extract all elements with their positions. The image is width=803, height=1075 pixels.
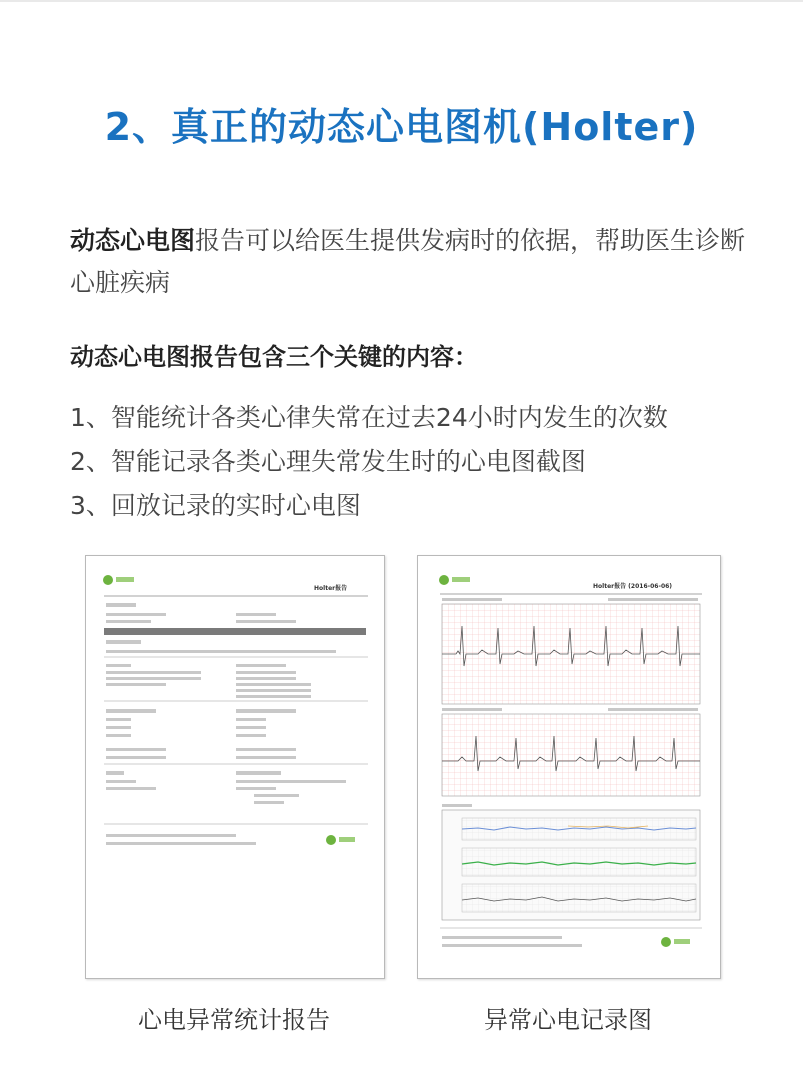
key-content-heading: 动态心电图报告包含三个关键的内容：	[70, 343, 478, 371]
key-points-list	[70, 396, 770, 528]
report1-title: Holter报告	[314, 585, 348, 592]
ecg-record-image	[417, 555, 721, 979]
list-item: 2、智能记录各类心理失常发生时的心电图截图	[70, 447, 586, 476]
page-title: 2、真正的动态心电图机(Holter)	[104, 105, 699, 149]
list-item: 1、智能统计各类心律失常在过去24小时内发生的次数	[70, 403, 668, 432]
brand-logo-icon	[103, 575, 113, 585]
brand-logo-icon	[439, 575, 449, 585]
brand-logo-icon	[326, 835, 336, 845]
ecg-record-caption: 异常心电记录图	[484, 1006, 652, 1034]
statistics-report-caption: 心电异常统计报告	[138, 1006, 330, 1034]
statistics-report-drawing	[86, 556, 384, 978]
report2-title: Holter报告 (2016-06-06)	[593, 583, 673, 590]
list-item: 3、回放记录的实时心电图	[70, 491, 361, 520]
intro-highlight: 动态心电图	[70, 226, 196, 255]
ecg-strip-1	[442, 604, 700, 704]
statistics-report-image	[85, 555, 385, 979]
intro-text: 报告可以给医生提供发病时的依据，帮助医生诊断心脏疾病	[70, 226, 746, 297]
ecg-record-drawing	[418, 556, 720, 978]
top-divider	[0, 0, 803, 2]
ecg-strip-2	[442, 714, 700, 796]
brand-logo-icon	[661, 937, 671, 947]
intro-paragraph	[70, 220, 750, 304]
